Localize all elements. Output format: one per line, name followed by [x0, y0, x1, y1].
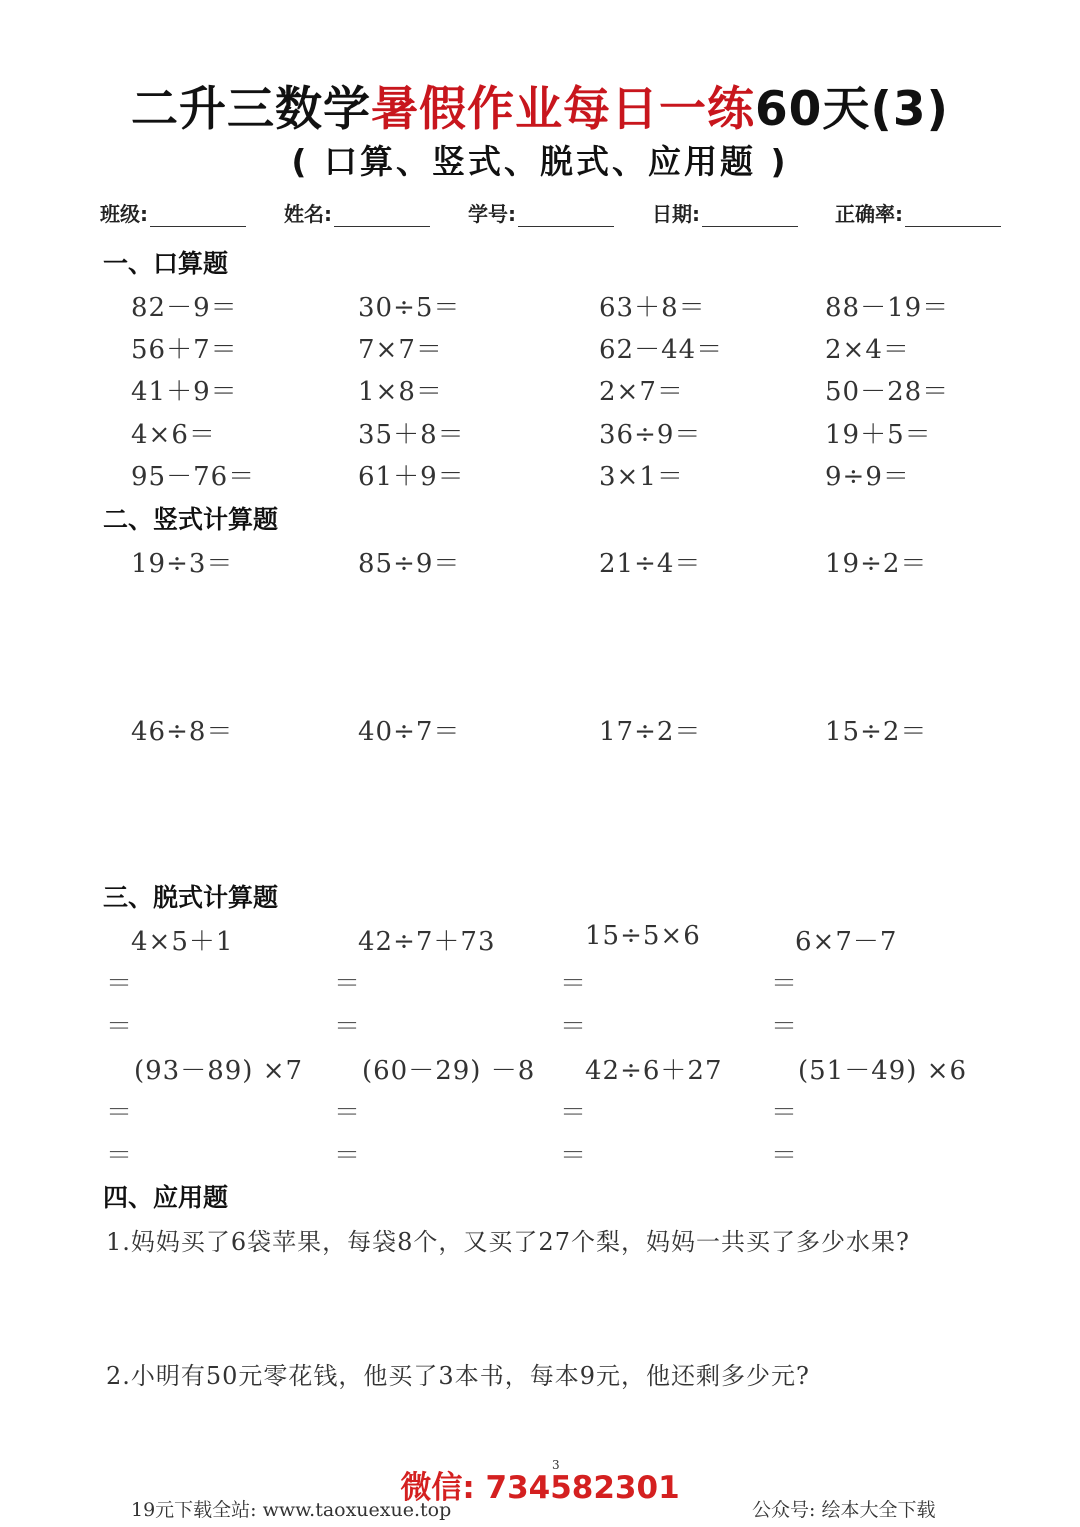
equals-sign: ＝ — [106, 1098, 133, 1128]
equals-sign: ＝ — [334, 1012, 361, 1042]
oral-problem: 36÷9＝ — [599, 420, 702, 450]
title-part-grade: 二升三数学 — [130, 82, 371, 137]
word-problem-1: 1.妈妈买了6袋苹果，每袋8个，又买了27个梨，妈妈一共买了多少水果? — [106, 1228, 910, 1256]
stepwise-problem: (93－89) ×7 — [134, 1056, 304, 1086]
oral-problem: 7×7＝ — [358, 335, 443, 365]
vertical-problem: 19÷3＝ — [131, 549, 234, 579]
equals-sign: ＝ — [334, 969, 361, 999]
equals-sign: ＝ — [106, 1141, 133, 1171]
equals-sign: ＝ — [560, 1012, 587, 1042]
oral-problem: 19＋5＝ — [825, 420, 932, 450]
number-blank[interactable] — [518, 202, 614, 227]
page-title — [0, 72, 1080, 139]
stepwise-problem: 15÷5×6 — [585, 921, 701, 951]
equals-sign: ＝ — [771, 1098, 798, 1128]
oral-problem: 41＋9＝ — [131, 377, 238, 407]
page-number: 3 — [552, 1458, 560, 1472]
stepwise-problem: 42÷7＋73 — [358, 927, 496, 957]
stepwise-problem: (60－29) －8 — [362, 1056, 536, 1086]
name-label: 姓名: — [284, 202, 332, 226]
equals-sign: ＝ — [560, 1141, 587, 1171]
oral-problem: 50－28＝ — [825, 377, 950, 407]
oral-problem: 56＋7＝ — [131, 335, 238, 365]
stepwise-problem: (51－49) ×6 — [798, 1056, 968, 1086]
oral-problem: 2×4＝ — [825, 335, 910, 365]
title-part-days: 60天(3) — [754, 82, 950, 137]
name-field — [284, 198, 430, 227]
equals-sign: ＝ — [771, 1141, 798, 1171]
vertical-problem: 40÷7＝ — [358, 717, 461, 747]
accuracy-field — [835, 198, 1001, 227]
equals-sign: ＝ — [106, 1012, 133, 1042]
section-word-heading: 四、应用题 — [103, 1183, 229, 1212]
oral-problem: 3×1＝ — [599, 462, 684, 492]
stepwise-problem: 4×5＋1 — [131, 927, 234, 957]
oral-problem: 2×7＝ — [599, 377, 684, 407]
section-stepwise-heading: 三、脱式计算题 — [103, 883, 279, 912]
oral-problem: 88－19＝ — [825, 293, 950, 323]
equals-sign: ＝ — [771, 969, 798, 999]
oral-problem: 95－76＝ — [131, 462, 256, 492]
oral-problem: 1×8＝ — [358, 377, 443, 407]
oral-problem: 61＋9＝ — [358, 462, 465, 492]
section-oral-heading: 一、口算题 — [103, 249, 229, 278]
number-field — [468, 198, 614, 227]
equals-sign: ＝ — [560, 1098, 587, 1128]
date-blank[interactable] — [702, 202, 798, 227]
vertical-problem: 19÷2＝ — [825, 549, 928, 579]
number-label: 学号: — [468, 202, 516, 226]
class-label: 班级: — [100, 202, 148, 226]
oral-problem: 82－9＝ — [131, 293, 238, 323]
wechat-watermark: 微信: 734582301 — [400, 1470, 680, 1506]
vertical-problem: 15÷2＝ — [825, 717, 928, 747]
page-subtitle: ( 口算、竖式、脱式、应用题 ) — [291, 142, 789, 181]
oral-problem: 9÷9＝ — [825, 462, 910, 492]
section-vertical-heading: 二、竖式计算题 — [103, 505, 279, 534]
word-problem-2: 2.小明有50元零花钱，他买了3本书，每本9元，他还剩多少元? — [106, 1362, 810, 1390]
title-part-highlight: 暑假作业每日一练 — [370, 82, 755, 137]
vertical-problem: 17÷2＝ — [599, 717, 702, 747]
vertical-problem: 21÷4＝ — [599, 549, 702, 579]
date-label: 日期: — [652, 202, 700, 226]
equals-sign: ＝ — [771, 1012, 798, 1042]
date-field — [652, 198, 798, 227]
oral-problem: 62－44＝ — [599, 335, 724, 365]
oral-problem: 35＋8＝ — [358, 420, 465, 450]
class-field — [100, 198, 246, 227]
oral-problem: 63＋8＝ — [599, 293, 706, 323]
class-blank[interactable] — [150, 202, 246, 227]
equals-sign: ＝ — [334, 1098, 361, 1128]
stepwise-problem: 42÷6＋27 — [585, 1056, 723, 1086]
equals-sign: ＝ — [106, 969, 133, 999]
vertical-problem: 46÷8＝ — [131, 717, 234, 747]
oral-problem: 30÷5＝ — [358, 293, 461, 323]
footer-left: 19元下载全站: www.taoxuexue.top — [131, 1499, 452, 1521]
accuracy-label: 正确率: — [835, 202, 903, 226]
oral-problem: 4×6＝ — [131, 420, 216, 450]
equals-sign: ＝ — [560, 969, 587, 999]
footer-right: 公众号: 绘本大全下载 — [752, 1499, 936, 1521]
accuracy-blank[interactable] — [905, 202, 1001, 227]
vertical-problem: 85÷9＝ — [358, 549, 461, 579]
stepwise-problem: 6×7－7 — [795, 927, 898, 957]
equals-sign: ＝ — [334, 1141, 361, 1171]
name-blank[interactable] — [334, 202, 430, 227]
